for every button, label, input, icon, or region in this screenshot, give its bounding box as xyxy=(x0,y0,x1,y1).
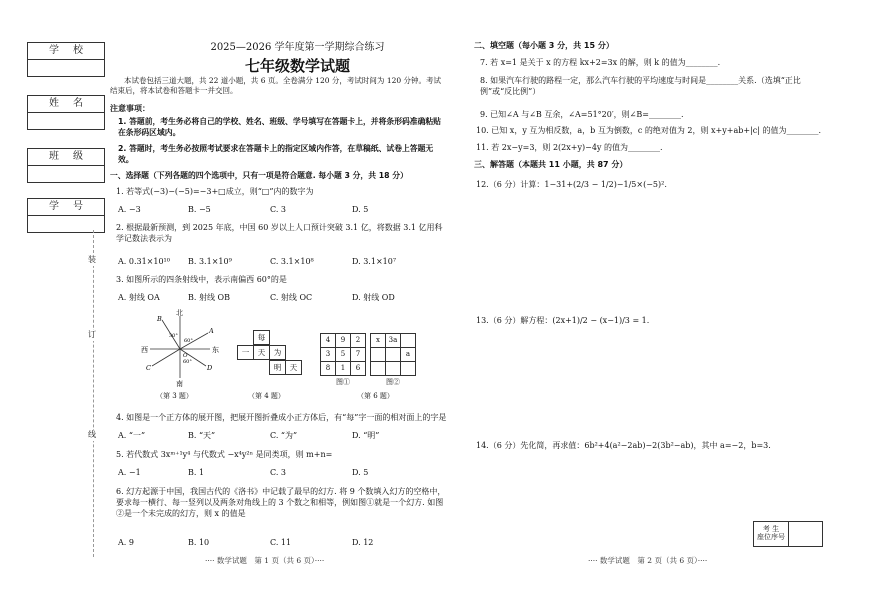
q9: 9. 已知∠A 与∠B 互余，∠A=51°20′，则∠B=________. xyxy=(480,110,684,119)
notice-1: 1. 答题前，考生务必将自己的学校、姓名、班级、学号填写在答题卡上，并将条形码准确粘贴在条形码区域内。 xyxy=(118,117,441,137)
section1-title: 一、选择题（下列各题的四个选项中，只有一项是符合题意. 每小题 3 分，共 18 分） xyxy=(110,171,408,180)
q4-option-a[interactable]: A. “一” xyxy=(118,431,146,440)
cut-char-2: 订 xyxy=(88,330,96,339)
notice-2: 2. 答题时，考生务必按照考试要求在答题卡上的指定区域内作答，在草稿纸、试卷上答题无效。 xyxy=(118,144,434,164)
grid1-cell: 2 xyxy=(351,334,366,348)
grid1-cell: 4 xyxy=(321,334,336,348)
grid1-cell: 6 xyxy=(351,362,366,376)
q14: 14.（6 分）先化简，再求值：6b²+4(a²−2ab)−2(3b²−ab)，其中 a=−2，b=3. xyxy=(476,441,771,450)
grid2-cell xyxy=(401,334,416,348)
fig6-grid1 xyxy=(320,333,366,387)
main-title: 七年级数学试题 xyxy=(244,57,350,75)
fig6-label1: 图① xyxy=(336,378,350,386)
grid2-cell xyxy=(386,348,401,362)
seat-number-field[interactable] xyxy=(789,522,822,546)
net-cell-mei: 每 xyxy=(253,330,270,345)
grid2-cell: 3a xyxy=(386,334,401,348)
q4-option-c[interactable]: C. “为” xyxy=(270,431,298,440)
grid2-cell xyxy=(386,362,401,376)
grid1-cell: 7 xyxy=(351,348,366,362)
grid1-cell: 8 xyxy=(321,362,336,376)
fig3-angle-a: 60° xyxy=(184,338,193,344)
name-field[interactable] xyxy=(28,113,104,129)
q6-stem: 6. 幻方起源于中国，我国古代的《洛书》中记载了最早的幻方. 将 9 个数填入幻方的空格中，要求每一横行、每一竖列以及两条对角线上的 3 个数之和相等，例如图①就是一个幻方. 如图②是一个未完成的幻方，则 x 的值是 xyxy=(116,487,446,518)
grid2-cell: a xyxy=(401,348,416,362)
net-cell-yi: 一 xyxy=(237,345,254,360)
q3-option-a[interactable]: A. 射线 OA xyxy=(118,293,160,302)
footer-left: ···· 数学试题 第 1 页（共 6 页）···· xyxy=(205,556,325,565)
class-field[interactable] xyxy=(28,166,104,182)
student-id-label: 学号 xyxy=(28,199,104,216)
q10: 10. 已知 x，y 互为相反数，a，b 互为倒数，c 的绝对值为 2，则 x+y+ab+|c| 的值为________. xyxy=(476,126,822,135)
q5-option-b[interactable]: B. 1 xyxy=(188,468,205,477)
fig3-ray-a: A xyxy=(209,327,214,335)
q1-option-c[interactable]: C. 3 xyxy=(270,205,287,214)
grid2-cell xyxy=(371,348,386,362)
q3-option-b[interactable]: B. 射线 OB xyxy=(188,293,230,302)
class-label: 班级 xyxy=(28,149,104,166)
footer-right: ···· 数学试题 第 2 页（共 6 页）···· xyxy=(588,556,708,565)
q6-option-a[interactable]: A. 9 xyxy=(118,538,134,547)
fig3-angle-b: 30° xyxy=(169,333,178,339)
q8: 8. 如果汽车行驶的路程一定，那么汽车行驶的平均速度与时间是________关系.（选填“正比例”或“反比例”） xyxy=(480,76,801,96)
school-box xyxy=(27,42,105,77)
net-cell-wei: 为 xyxy=(269,345,286,360)
seat-label-line2: 座位序号 xyxy=(757,533,785,541)
section2-title: 二、填空题（每小题 3 分，共 15 分） xyxy=(474,41,614,50)
net-cell-ming: 明 xyxy=(269,360,286,375)
grid1-cell: 9 xyxy=(336,334,351,348)
q5-stem: 5. 若代数式 3xᵐ⁺¹y⁴ 与代数式 −x⁴y²ⁿ 是同类项，则 m+n= xyxy=(116,450,333,459)
grid2-cell xyxy=(401,362,416,376)
net-cell-tian2: 天 xyxy=(285,360,302,375)
q12: 12.（6 分）计算：1−31+(2/3 − 1/2)−1/5×(−5)². xyxy=(476,180,667,189)
seat-number-label xyxy=(754,522,789,546)
q4-stem: 4. 如图是一个正方体的展开图，把展开图折叠成小正方体后，有“每”字一面的相对面上的字是 xyxy=(116,413,447,422)
q2-stem: 2. 根据最新预测，到 2025 年底，中国 60 岁以上人口预计突破 3.1 亿，将数据 3.1 亿用科学记数法表示为 xyxy=(116,223,443,243)
q1-option-b[interactable]: B. −5 xyxy=(188,205,211,214)
name-label: 姓名 xyxy=(28,96,104,113)
q5-option-a[interactable]: A. −1 xyxy=(118,468,141,477)
ray-oc xyxy=(152,349,180,366)
section3-title: 三、解答题（本题共 11 小题，共 87 分） xyxy=(474,160,628,169)
fig3-west: 西 xyxy=(141,346,148,354)
fig6-caption: （第 6 题） xyxy=(357,392,394,400)
seat-label-line1: 考 生 xyxy=(762,525,780,534)
q1-option-a[interactable]: A. −3 xyxy=(118,205,141,214)
q4-options xyxy=(118,431,412,442)
q1-options xyxy=(118,205,412,216)
q13: 13.（6 分）解方程：(2x+1)/2 − (x−1)/3 = 1. xyxy=(476,316,650,325)
fig3-east: 东 xyxy=(212,346,219,354)
q2-option-b[interactable]: B. 3.1×10⁹ xyxy=(188,257,232,266)
fig3-compass xyxy=(140,308,220,390)
class-box xyxy=(27,148,105,183)
fig3-south: 南 xyxy=(176,380,183,388)
q3-option-d[interactable]: D. 射线 OD xyxy=(352,293,395,302)
q6-options xyxy=(118,538,412,549)
school-label: 学校 xyxy=(28,43,104,60)
year-title: 2025—2026 学年度第一学期综合练习 xyxy=(210,42,385,53)
fig6-grid2 xyxy=(370,333,416,387)
fig3-caption: （第 3 题） xyxy=(156,392,193,400)
fig3-ray-c: C xyxy=(146,364,151,372)
q3-option-c[interactable]: C. 射线 OC xyxy=(270,293,313,302)
q5-option-d[interactable]: D. 5 xyxy=(352,468,369,477)
fig3-origin: O xyxy=(183,353,188,359)
fig3-ray-b: B xyxy=(157,315,162,323)
q4-option-b[interactable]: B. “天” xyxy=(188,431,216,440)
q7: 7. 若 x=1 是关于 x 的方程 kx+2=3x 的解，则 k 的值为________. xyxy=(480,58,721,67)
q4-option-d[interactable]: D. “明” xyxy=(352,431,380,440)
notice-title: 注意事项： xyxy=(110,104,150,113)
name-box xyxy=(27,95,105,130)
grid1-cell: 5 xyxy=(336,348,351,362)
grid2-cell xyxy=(371,362,386,376)
q5-options xyxy=(118,468,412,479)
q11: 11. 若 2x−y=3，则 2(2x+y)−4y 的值为________. xyxy=(476,143,663,152)
q2-option-d[interactable]: D. 3.1×10⁷ xyxy=(352,257,397,266)
q3-options xyxy=(118,293,412,304)
grid2-cell: x xyxy=(371,334,386,348)
cut-char-1: 装 xyxy=(88,255,96,264)
fig3-angle-d: 60° xyxy=(183,359,192,365)
school-field[interactable] xyxy=(28,60,104,76)
q1-option-d[interactable]: D. 5 xyxy=(352,205,369,214)
q6-option-b[interactable]: B. 10 xyxy=(188,538,210,547)
net-cell-tian: 天 xyxy=(253,345,270,360)
grid1-cell: 3 xyxy=(321,348,336,362)
fig6-label2: 图② xyxy=(386,378,400,386)
intro-text: 本试卷包括三道大题，共 22 道小题，共 6 页。全卷满分 120 分，考试时间为 120 分钟。考试结束后，将本试卷和答题卡一并交回。 xyxy=(110,76,442,96)
cut-line xyxy=(93,230,94,557)
q2-option-c[interactable]: C. 3.1×10⁸ xyxy=(270,257,314,266)
q6-option-c[interactable]: C. 11 xyxy=(270,538,292,547)
q1-stem: 1. 若等式(−3)−(−5)=−3+□成立，则“□”内的数字为 xyxy=(116,187,314,196)
fig4-cube-net xyxy=(237,330,307,392)
q5-option-c[interactable]: C. 3 xyxy=(270,468,287,477)
q2-option-a[interactable]: A. 0.31×10¹⁰ xyxy=(118,257,170,266)
student-id-box xyxy=(27,198,105,233)
grid1-cell: 1 xyxy=(336,362,351,376)
fig4-caption: （第 4 题） xyxy=(248,392,285,400)
fig3-ray-d: D xyxy=(207,364,213,372)
cut-char-3: 线 xyxy=(88,430,96,439)
fig3-north: 北 xyxy=(176,309,183,317)
q6-option-d[interactable]: D. 12 xyxy=(352,538,374,547)
q3-stem: 3. 如图所示的四条射线中，表示南偏西 60°的是 xyxy=(116,275,287,284)
seat-number-box xyxy=(753,521,823,547)
q2-options xyxy=(118,257,412,268)
